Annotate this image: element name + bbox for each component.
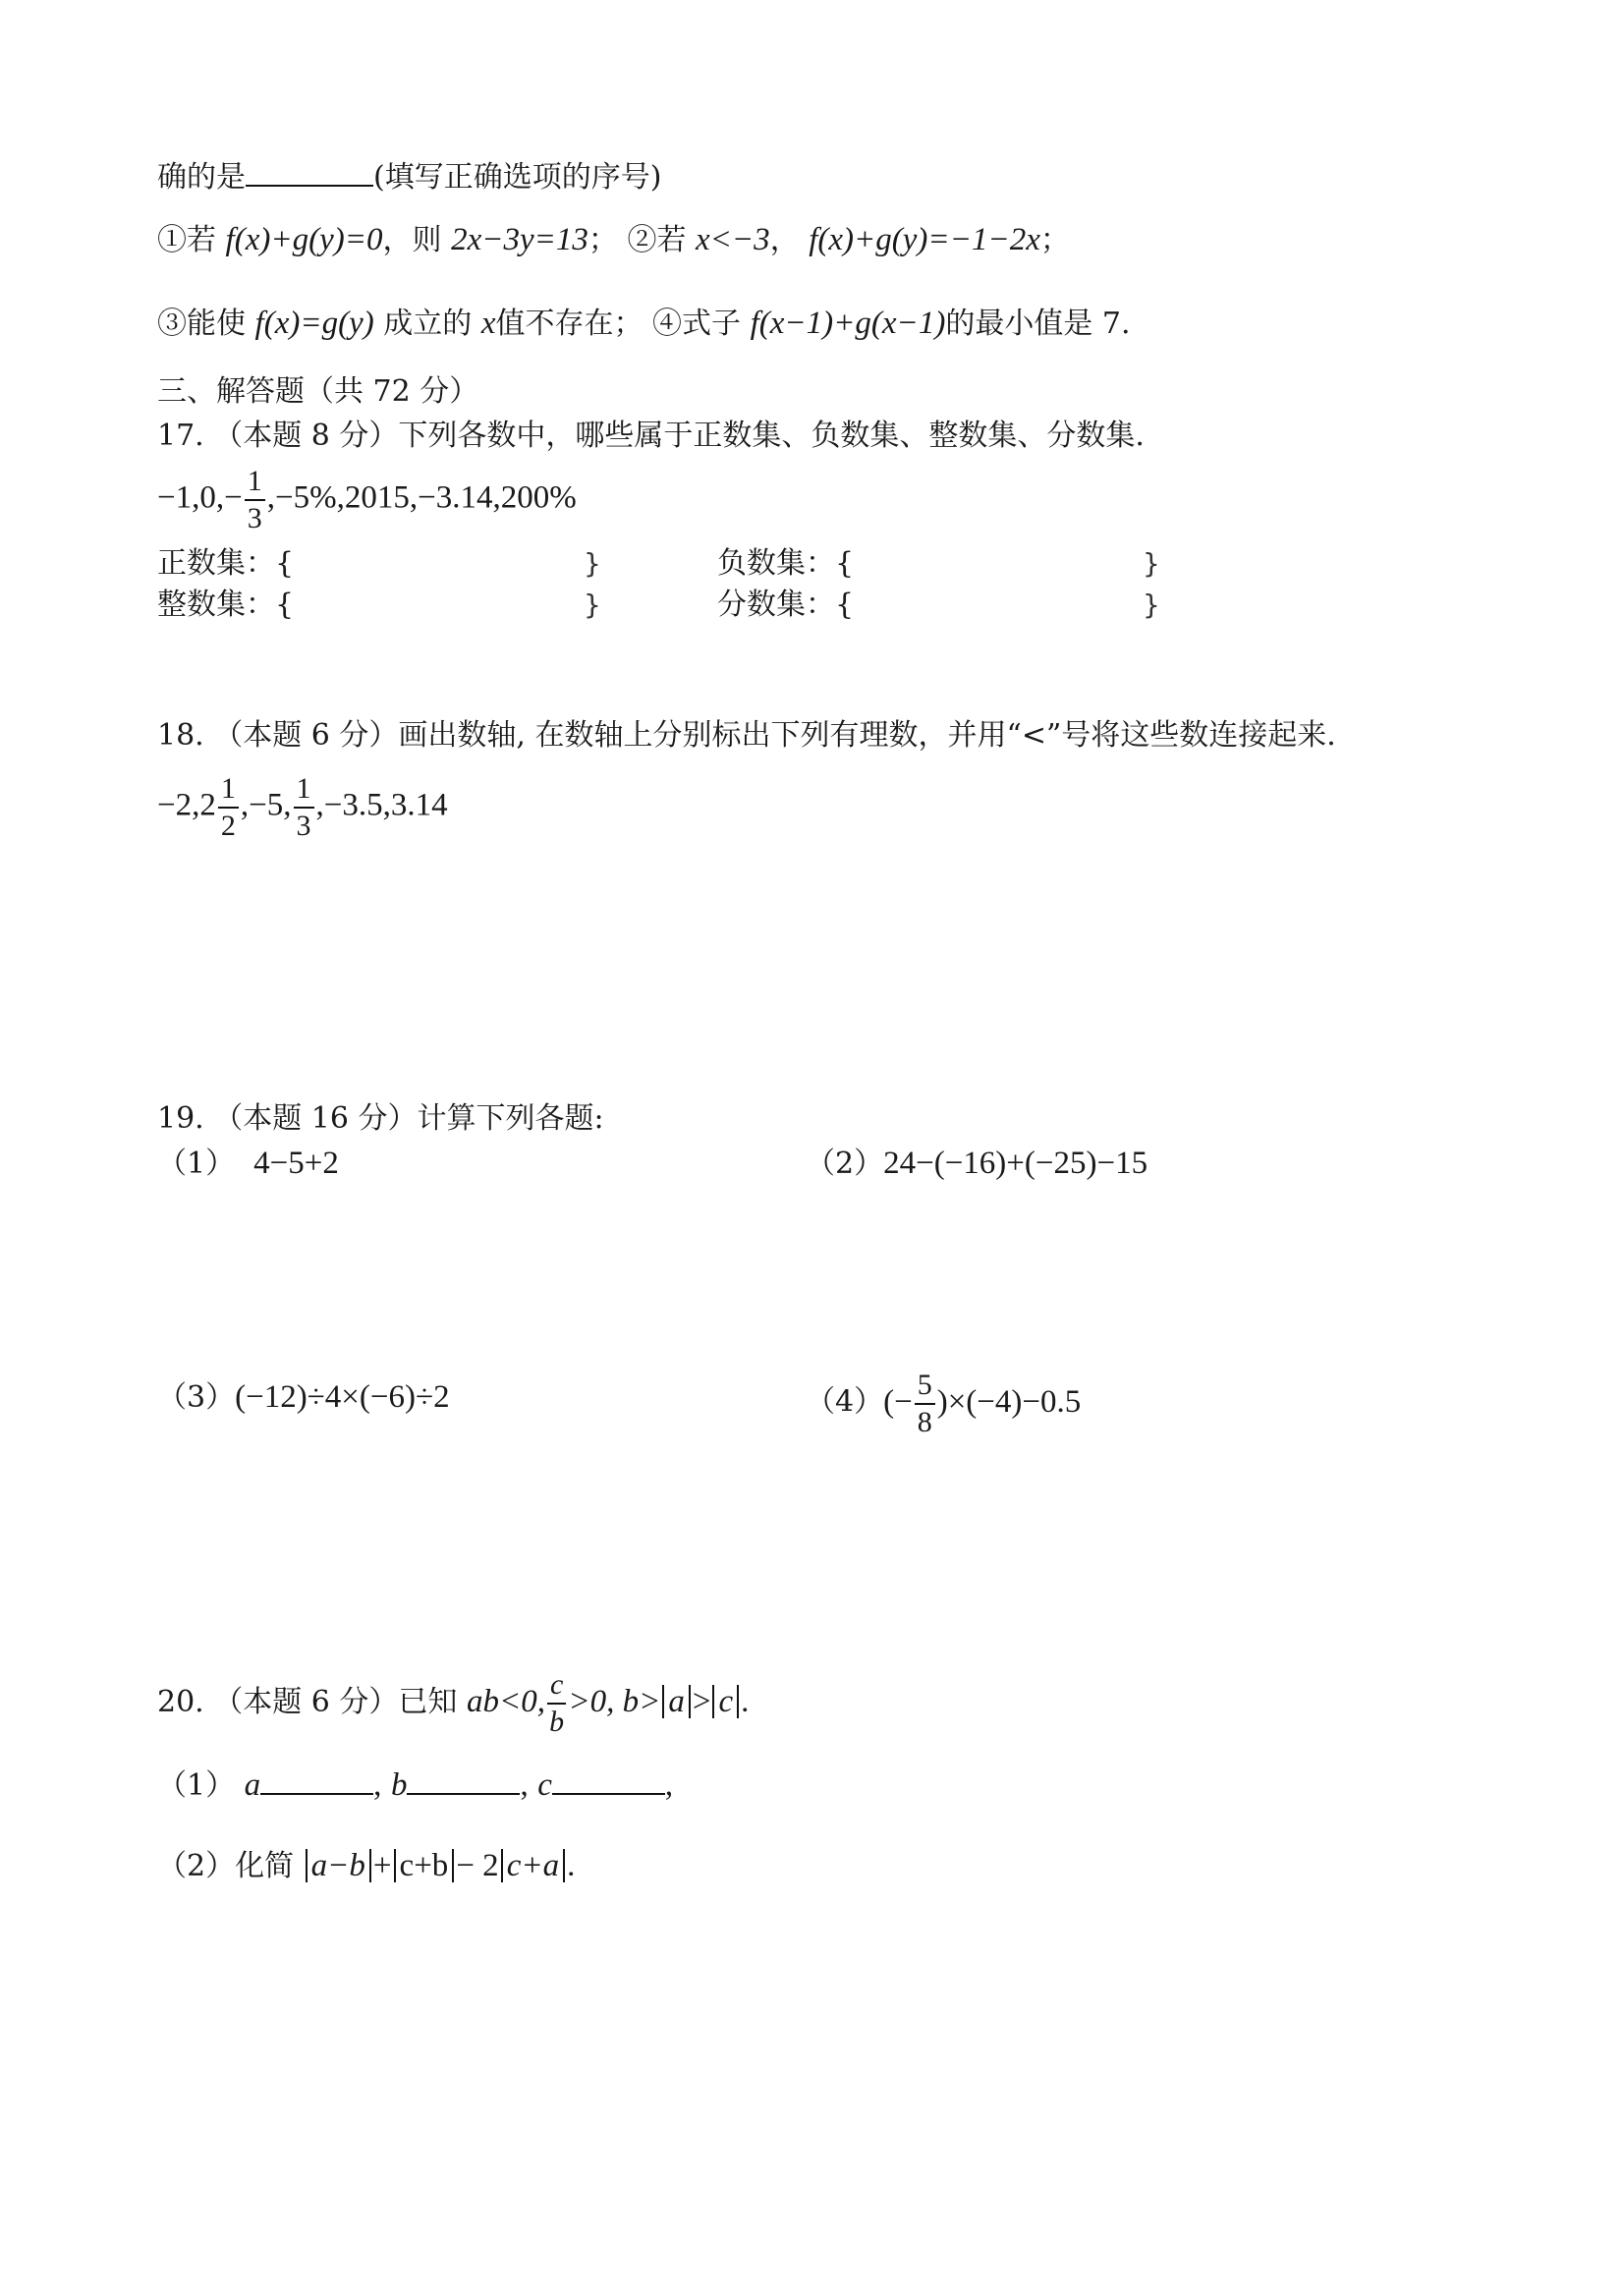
section-title: 三、解答题（共 72 分） xyxy=(157,374,479,409)
q19-part-1: （1） 4−5+2 xyxy=(157,1146,339,1181)
prev-options-row-1: ①若 f(x)+g(y)=0，则 2x−3y=13； ②若 x<−3， f(x)+g(y)=−1−2x； xyxy=(157,222,1070,257)
fraction-set-label: 分数集：{ xyxy=(717,588,855,622)
q19-part-3: （3）(−12)÷4×(−6)÷2 xyxy=(157,1379,450,1415)
q18-numbers: −2,2 $\frac{1}{2}$ ,−5, $\frac{1}{3}$ ,−3.5,3.14 xyxy=(157,772,448,842)
q18-stem: 18. （本题 6 分）画出数轴, 在数轴上分别标出下列有理数，并用“<”号将这些数连接起来. xyxy=(157,718,1336,753)
q20-part-1: （1） a , b , c , xyxy=(157,1767,674,1803)
fraction-five-eighths: $\frac{5}{8}$ xyxy=(915,1371,935,1437)
fraction-one-half: $\frac{1}{2}$ xyxy=(218,774,239,841)
negative-set-close: } xyxy=(1143,547,1160,580)
q17-numbers: −1,0,− $\frac{1}{3}$ ,−5%,2015,−3.14,200% xyxy=(157,465,577,534)
positive-set-label: 正数集：{ xyxy=(157,546,295,581)
blank-c[interactable] xyxy=(552,1793,665,1795)
q20-part-2: （2）化简 a−b + c+b − 2 c+a . xyxy=(157,1848,576,1883)
q19-part-4: （4）(− $\frac{5}{8}$ )×(−4)−0.5 xyxy=(806,1369,1082,1438)
q17-stem: 17. （本题 8 分）下列各数中，哪些属于正数集、负数集、整数集、分数集. xyxy=(157,419,1145,453)
fraction-set-close: } xyxy=(1143,588,1160,621)
q19-part-2: （2）24−(−16)+(−25)−15 xyxy=(806,1146,1148,1181)
integer-set-close: } xyxy=(584,588,601,621)
prev-options-row-2: ③能使 f(x)=g(y) 成立的 x值不存在； ④式子 f(x−1)+g(x−1)的最小值是 7. xyxy=(157,306,1131,341)
q20-stem: 20. （本题 6 分）已知 ab<0, $\frac{c}{b}$ >0, b> a > c . xyxy=(157,1668,750,1738)
fraction-c-over-b: $\frac{c}{b}$ xyxy=(547,1670,566,1737)
fraction-one-third: $\frac{1}{3}$ xyxy=(294,774,314,841)
integer-set-label: 整数集：{ xyxy=(157,588,295,622)
answer-blank[interactable] xyxy=(246,185,373,187)
positive-set-close: } xyxy=(584,547,601,580)
blank-a[interactable] xyxy=(260,1793,373,1795)
negative-set-label: 负数集：{ xyxy=(717,546,855,581)
q19-stem: 19. （本题 16 分）计算下列各题: xyxy=(157,1101,604,1136)
blank-b[interactable] xyxy=(407,1793,520,1795)
prev-question-lead: 确的是 (填写正确选项的序号) xyxy=(157,160,662,195)
fraction-one-third: $\frac{1}{3}$ xyxy=(245,467,265,533)
